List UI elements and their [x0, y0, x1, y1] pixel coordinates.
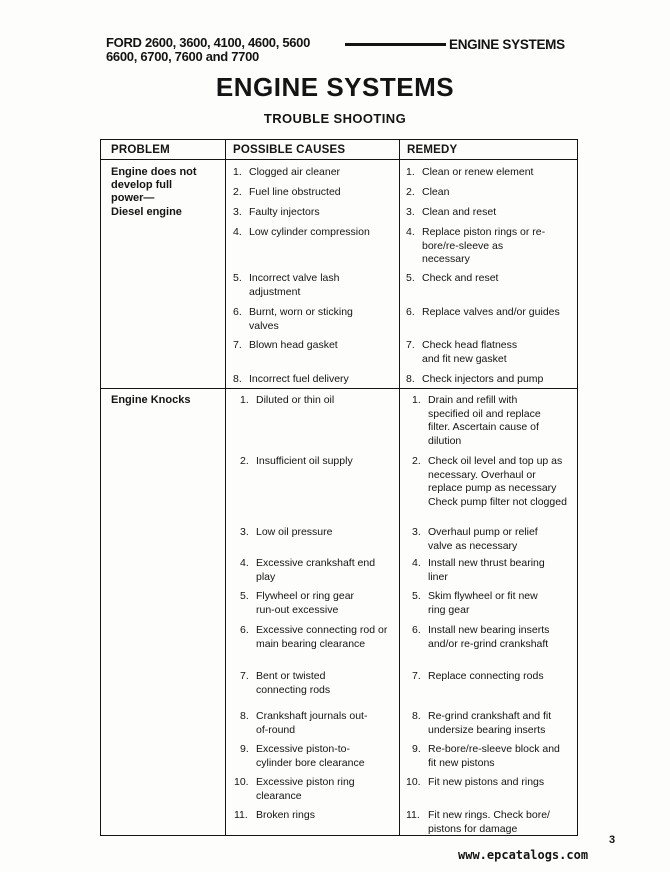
remedy-text: Check head flatness and fit new gasket — [422, 339, 518, 365]
remedy-number: 3. — [406, 206, 415, 218]
remedy-row — [406, 166, 572, 180]
cause-row — [233, 339, 403, 353]
problem-line: Diesel engine — [111, 206, 182, 218]
cause-number: 8. — [240, 710, 249, 722]
cause-row — [234, 526, 404, 540]
cause-row — [233, 272, 363, 299]
cause-row — [233, 373, 403, 387]
cause-text: Excessive crankshaft end play — [256, 557, 376, 583]
cause-row — [234, 670, 354, 697]
remedy-row — [406, 272, 572, 286]
cause-number: 1. — [233, 166, 242, 178]
cause-number: 4. — [240, 557, 249, 569]
remedy-row — [406, 809, 562, 836]
cause-text: Broken rings — [256, 809, 315, 821]
header-rule — [345, 43, 446, 46]
remedy-row — [406, 526, 556, 553]
cause-text: Clogged air cleaner — [249, 166, 341, 178]
remedy-row — [406, 339, 536, 366]
remedy-number: 6. — [412, 624, 421, 636]
page-number: 3 — [609, 834, 616, 846]
cause-number: 11. — [234, 809, 248, 821]
cause-number: 1. — [240, 394, 249, 406]
cause-row — [234, 590, 374, 617]
cause-row — [233, 226, 403, 240]
cause-row — [234, 743, 376, 770]
cause-text: Low oil pressure — [256, 526, 333, 538]
troubleshooting-table — [100, 139, 578, 836]
problem-line: develop full — [111, 179, 173, 191]
remedy-row — [406, 624, 574, 651]
page-title: ENGINE SYSTEMS — [215, 72, 455, 102]
group-divider — [101, 388, 577, 389]
cause-text: Insufficient oil supply — [256, 455, 353, 467]
remedy-text: Overhaul pump or relief valve as necessary — [428, 526, 538, 552]
cause-text: Flywheel or ring gear run-out excessive — [256, 590, 355, 616]
remedy-row — [406, 670, 572, 684]
cause-text: Incorrect fuel delivery — [249, 373, 349, 385]
models-line-1: FORD 2600, 3600, 4100, 4600, 5600 — [106, 35, 311, 50]
remedy-row — [406, 306, 572, 320]
remedy-text: Install new bearing inserts and/or re-grind crankshaft — [428, 624, 550, 650]
remedy-row — [406, 557, 564, 584]
remedy-number: 9. — [412, 743, 421, 755]
remedy-text: Check oil level and top up as necessary. Overhaul or replace pump as necessary Check pump filter not clogged — [428, 455, 567, 508]
remedy-number: 5. — [406, 272, 415, 284]
problem-engine-knocks — [111, 394, 227, 407]
remedy-number: 11. — [406, 809, 420, 821]
remedy-row — [406, 455, 570, 509]
cause-number: 2. — [233, 186, 242, 198]
column-header-problem: PROBLEM — [111, 144, 170, 156]
cause-text: Bent or twisted connecting rods — [256, 670, 331, 696]
remedy-text: Clean and reset — [422, 206, 497, 218]
cause-number: 9. — [240, 743, 249, 755]
remedy-text: Clean or renew element — [422, 166, 534, 178]
models-line-2: 6600, 6700, 7600 and 7700 — [106, 49, 259, 64]
remedy-number: 2. — [412, 455, 421, 467]
cause-text: Incorrect valve lash adjustment — [249, 272, 340, 298]
cause-number: 5. — [240, 590, 249, 602]
website-watermark: www.epcatalogs.com — [458, 848, 589, 862]
remedy-row — [406, 226, 546, 267]
remedy-row — [406, 743, 566, 770]
remedy-text: Drain and refill with specified oil and replace filter. Ascertain cause of dilution — [428, 394, 541, 447]
remedy-number: 8. — [406, 373, 415, 385]
remedy-text: Skim flywheel or fit new ring gear — [428, 590, 538, 616]
cause-text: Low cylinder compression — [249, 226, 370, 238]
remedy-number: 4. — [406, 226, 415, 238]
remedy-text: Clean — [422, 186, 450, 198]
cause-row — [233, 206, 403, 220]
column-divider-1 — [225, 140, 226, 835]
remedy-row — [406, 206, 572, 220]
problem-line: power— — [111, 192, 155, 204]
remedy-number: 6. — [406, 306, 415, 318]
header-divider — [101, 159, 577, 160]
cause-row — [234, 809, 404, 823]
cause-number: 2. — [240, 455, 249, 467]
page-subtitle: TROUBLE SHOOTING — [263, 111, 407, 126]
cause-row — [233, 166, 403, 180]
cause-text: Excessive connecting rod or main bearing clearance — [256, 624, 388, 650]
remedy-number: 5. — [412, 590, 421, 602]
cause-number: 10. — [234, 776, 249, 788]
remedy-number: 1. — [406, 166, 415, 178]
cause-text: Fuel line obstructed — [249, 186, 341, 198]
remedy-number: 3. — [412, 526, 421, 538]
cause-text: Burnt, worn or sticking valves — [249, 306, 353, 332]
problem-line: Engine does not — [111, 166, 197, 178]
cause-number: 5. — [233, 272, 242, 284]
remedy-number: 8. — [412, 710, 421, 722]
header-section-name: ENGINE SYSTEMS — [449, 37, 565, 52]
remedy-text: Re-grind crankshaft and fit undersize bearing inserts — [428, 710, 552, 736]
remedy-text: Check injectors and pump — [422, 373, 544, 385]
cause-row — [233, 306, 373, 333]
remedy-number: 10. — [406, 776, 421, 788]
cause-row — [233, 186, 403, 200]
remedy-number: 4. — [412, 557, 421, 569]
remedy-row — [406, 710, 566, 737]
remedy-text: Check and reset — [422, 272, 499, 284]
cause-number: 6. — [233, 306, 242, 318]
remedy-text: Replace valves and/or guides — [422, 306, 560, 318]
cause-number: 3. — [233, 206, 242, 218]
remedy-text: Re-bore/re-sleeve block and fit new pistons — [428, 743, 560, 769]
remedy-text: Fit new pistons and rings — [428, 776, 545, 788]
cause-row — [234, 557, 394, 584]
column-header-remedy: REMEDY — [407, 144, 458, 156]
remedy-row — [406, 373, 572, 387]
cause-text: Faulty injectors — [249, 206, 320, 218]
remedy-text: Replace piston rings or re-bore/re-sleeve as necessary — [422, 226, 546, 265]
cause-text: Diluted or thin oil — [256, 394, 335, 406]
cause-text: Excessive piston-to-cylinder bore clearance — [256, 743, 365, 769]
remedy-text: Fit new rings. Check bore/ pistons for damage — [428, 809, 550, 835]
remedy-row — [406, 776, 572, 790]
cause-row — [234, 776, 389, 803]
cause-number: 7. — [240, 670, 249, 682]
column-header-causes: POSSIBLE CAUSES — [233, 144, 346, 156]
page-header-models — [106, 36, 310, 64]
cause-row — [234, 394, 404, 408]
problem-line: Engine Knocks — [111, 394, 191, 406]
column-divider-2 — [399, 140, 400, 835]
cause-number: 8. — [233, 373, 242, 385]
problem-diesel-power — [111, 166, 227, 219]
cause-number: 6. — [240, 624, 249, 636]
cause-text: Excessive piston ring clearance — [256, 776, 355, 802]
remedy-row — [406, 590, 556, 617]
remedy-text: Replace connecting rods — [428, 670, 544, 682]
remedy-number: 2. — [406, 186, 415, 198]
cause-text: Blown head gasket — [249, 339, 338, 351]
remedy-text: Install new thrust bearing liner — [428, 557, 545, 583]
cause-row — [234, 624, 396, 651]
cause-number: 3. — [240, 526, 249, 538]
remedy-number: 7. — [406, 339, 415, 351]
cause-number: 7. — [233, 339, 242, 351]
remedy-row — [406, 186, 572, 200]
cause-row — [234, 710, 369, 737]
remedy-number: 7. — [412, 670, 421, 682]
remedy-row — [406, 394, 556, 448]
cause-number: 4. — [233, 226, 242, 238]
cause-row — [234, 455, 404, 469]
cause-text: Crankshaft journals out-of-round — [256, 710, 368, 736]
remedy-number: 1. — [412, 394, 421, 406]
